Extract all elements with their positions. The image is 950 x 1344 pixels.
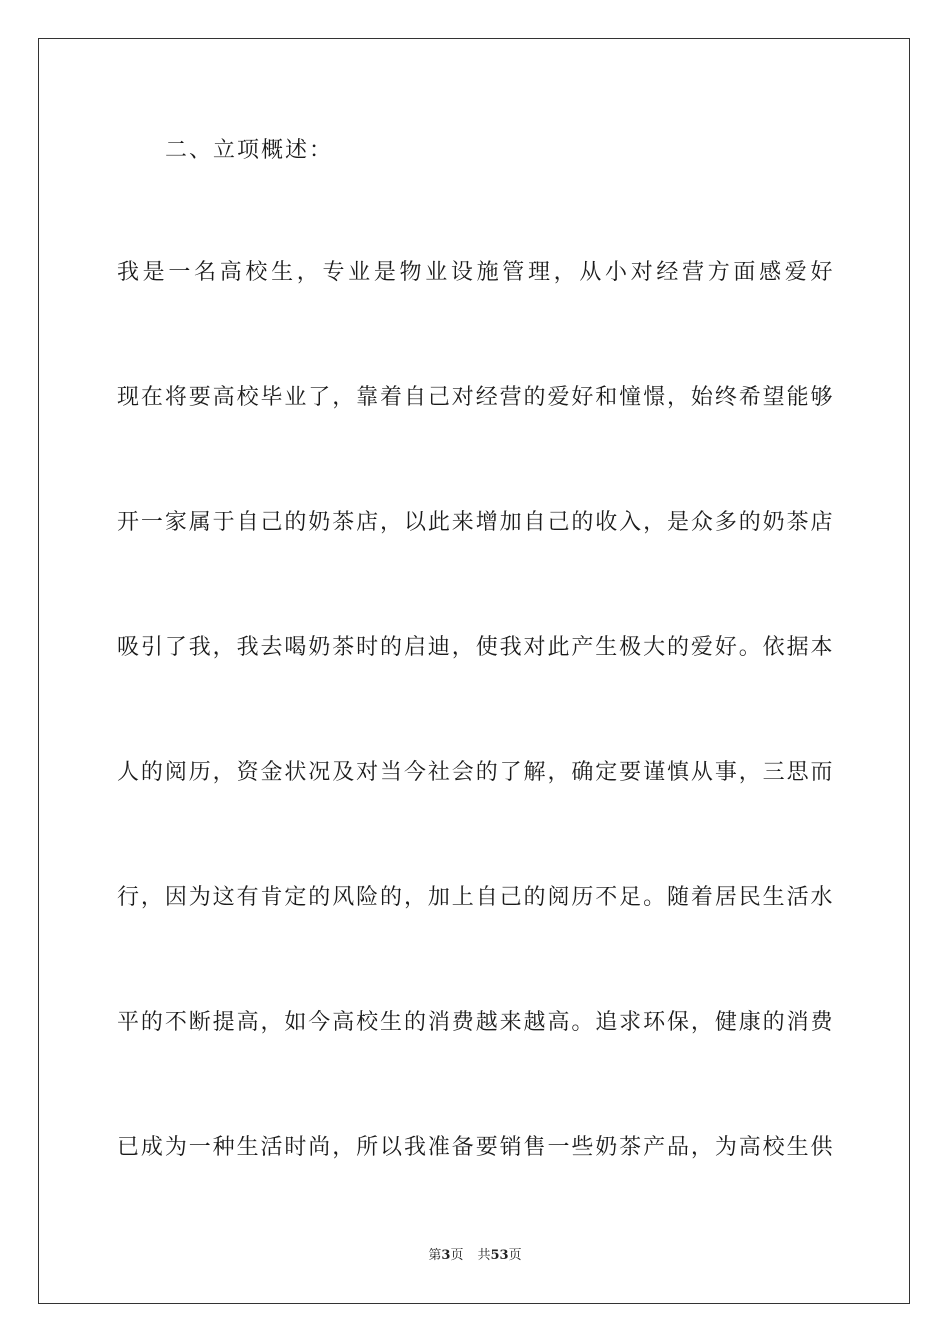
body-line-6: 行，因为这有肯定的风险的，加上自己的阅历不足。随着居民生活水 [117,885,833,910]
page-suffix: 页 [450,1248,464,1263]
body-line-8: 已成为一种生活时尚，所以我准备要销售一些奶茶产品，为高校生供 [117,1135,833,1160]
total-pages: 53 [490,1248,509,1263]
total-suffix: 页 [508,1248,522,1263]
body-line-3: 开一家属于自己的奶茶店，以此来增加自己的收入，是众多的奶茶店 [117,510,833,535]
page-prefix: 第 [428,1248,442,1263]
total-prefix: 共 [477,1248,491,1263]
page-number: 3 [441,1248,451,1263]
page-border [38,38,910,1304]
body-line-4: 吸引了我，我去喝奶茶时的启迪，使我对此产生极大的爱好。依据本 [117,635,833,660]
section-heading: 二、立项概述： [165,138,334,163]
page-footer [0,1247,950,1265]
body-line-1: 我是一名高校生，专业是物业设施管理，从小对经营方面感爱好 [117,260,833,285]
body-line-5: 人的阅历，资金状况及对当今社会的了解，确定要谨慎从事，三思而 [117,760,833,785]
body-line-2: 现在将要高校毕业了，靠着自己对经营的爱好和憧憬，始终希望能够 [117,385,833,410]
body-line-7: 平的不断提高，如今高校生的消费越来越高。追求环保，健康的消费 [117,1010,833,1035]
